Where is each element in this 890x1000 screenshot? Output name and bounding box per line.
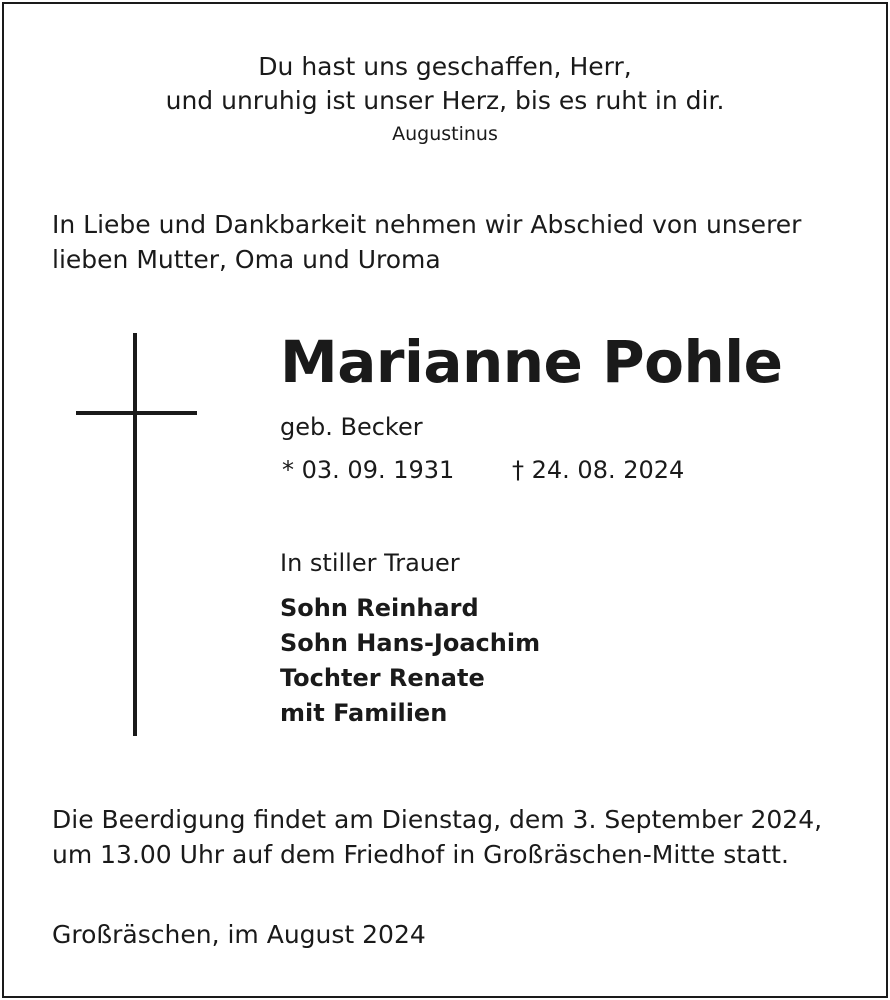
intro-line-2: lieben Mutter, Oma und Uroma	[52, 245, 441, 274]
intro-line-1: In Liebe und Dankbarkeit nehmen wir Abschied von unserer	[52, 210, 802, 239]
mourner-name: Tochter Renate	[280, 664, 485, 692]
funeral-line-2: um 13.00 Uhr auf dem Friedhof in Großräschen-Mitte statt.	[52, 840, 789, 869]
funeral-line-1: Die Beerdigung findet am Dienstag, dem 3. September 2024,	[52, 805, 823, 834]
death-date: † 24. 08. 2024	[512, 456, 685, 484]
mourning-heading: In stiller Trauer	[280, 549, 460, 577]
cross-icon-horizontal	[76, 411, 197, 415]
quote-line-1: Du hast uns geschaffen, Herr,	[258, 52, 632, 81]
mourner-name: Sohn Reinhard	[280, 594, 479, 622]
mourner-name: Sohn Hans-Joachim	[280, 629, 541, 657]
place-and-date: Großräschen, im August 2024	[52, 920, 426, 949]
deceased-name: Marianne Pohle	[280, 328, 783, 396]
quote-author: Augustinus	[392, 123, 498, 145]
cross-icon-vertical	[133, 333, 137, 736]
mourner-name: mit Familien	[280, 699, 448, 727]
birth-date: * 03. 09. 1931	[282, 456, 455, 484]
maiden-name: geb. Becker	[280, 413, 423, 441]
quote-line-2: und unruhig ist unser Herz, bis es ruht in dir.	[165, 86, 725, 115]
